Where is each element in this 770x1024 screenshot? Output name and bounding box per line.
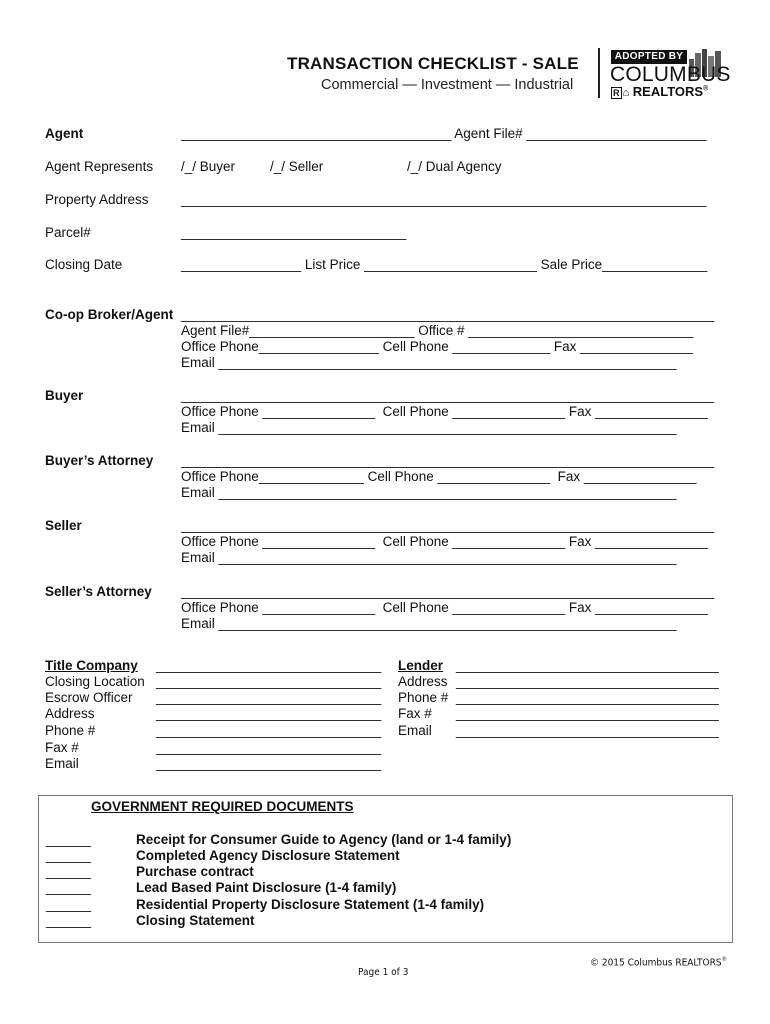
title-fax-label: Fax # xyxy=(45,740,79,755)
agent-label: Agent xyxy=(45,126,84,141)
page-number: Page 1 of 3 xyxy=(358,967,409,978)
closing-location-label: Closing Location xyxy=(45,674,145,689)
property-address-line[interactable]: ______________________________________________________________________ xyxy=(181,192,707,207)
coop-email-line[interactable]: Email _____________________________________________________________ xyxy=(181,355,677,370)
coop-broker-line[interactable]: _______________________________________________________________________ xyxy=(181,307,715,322)
buyers-attorney-email-line[interactable]: Email _____________________________________________________________ xyxy=(181,485,677,500)
sellers-attorney-email-line[interactable]: Email _____________________________________________________________ xyxy=(181,616,677,631)
lender-email-line[interactable]: ___________________________________ xyxy=(456,723,719,738)
coop-phone-line[interactable]: Office Phone________________ Cell Phone _____________ Fax _______________ xyxy=(181,339,693,354)
title-fax-line[interactable]: ______________________________ xyxy=(156,740,382,755)
doc-item: Completed Agency Disclosure Statement xyxy=(136,848,400,863)
document-subtitle: Commercial — Investment — Industrial xyxy=(321,77,574,93)
government-documents-heading: GOVERNMENT REQUIRED DOCUMENTS xyxy=(91,799,354,814)
logo-adopted-by: ADOPTED BY xyxy=(611,50,687,64)
doc-checkbox-line[interactable]: ______ xyxy=(46,832,92,847)
seller-label: Seller xyxy=(45,518,82,533)
doc-item: Purchase contract xyxy=(136,864,254,879)
doc-checkbox-line[interactable]: ______ xyxy=(46,913,92,928)
buyer-phone-line[interactable]: Office Phone _______________ Cell Phone _______________ Fax _______________ xyxy=(181,404,708,419)
doc-item: Residential Property Disclosure Statement (1-4 family) xyxy=(136,897,485,912)
title-company-heading: Title Company xyxy=(45,658,138,673)
buyers-attorney-name-line[interactable]: _______________________________________________________________________ xyxy=(181,453,715,468)
doc-checkbox-line[interactable]: ______ xyxy=(46,897,92,912)
seller-phone-line[interactable]: Office Phone _______________ Cell Phone _______________ Fax _______________ xyxy=(181,534,708,549)
copyright-notice: © 2015 Columbus REALTORS® xyxy=(590,956,727,969)
doc-checkbox-line[interactable]: ______ xyxy=(46,880,92,895)
title-company-line[interactable]: ______________________________ xyxy=(156,658,382,673)
property-address-label: Property Address xyxy=(45,192,149,207)
lender-phone-label: Phone # xyxy=(398,690,449,705)
doc-item: Receipt for Consumer Guide to Agency (land or 1-4 family) xyxy=(136,832,512,847)
sellers-attorney-name-line[interactable]: _______________________________________________________________________ xyxy=(181,584,715,599)
title-email-label: Email xyxy=(45,756,79,771)
buyer-checkbox[interactable]: /_/ Buyer xyxy=(181,159,236,174)
buyer-name-line[interactable]: _______________________________________________________________________ xyxy=(181,388,715,403)
escrow-officer-label: Escrow Officer xyxy=(45,690,133,705)
title-phone-line[interactable]: ______________________________ xyxy=(156,723,382,738)
agent-line[interactable]: ____________________________________ Agent File# ________________________ xyxy=(181,126,707,141)
buyer-email-line[interactable]: Email _____________________________________________________________ xyxy=(181,420,677,435)
agent-represents-label: Agent Represents xyxy=(45,159,154,174)
lender-heading: Lender xyxy=(398,658,444,673)
sellers-attorney-phone-line[interactable]: Office Phone _______________ Cell Phone _______________ Fax _______________ xyxy=(181,600,708,615)
home-icon: ⌂ xyxy=(622,87,630,99)
lender-fax-line[interactable]: ___________________________________ xyxy=(456,706,719,721)
logo-columbus: COLUMBUS xyxy=(610,63,731,86)
buyer-label: Buyer xyxy=(45,388,84,403)
sellers-attorney-label: Seller’s Attorney xyxy=(45,584,152,599)
buyers-attorney-phone-line[interactable]: Office Phone______________ Cell Phone _______________ Fax _______________ xyxy=(181,469,697,484)
doc-item: Closing Statement xyxy=(136,913,255,928)
document-title: TRANSACTION CHECKLIST - SALE xyxy=(287,54,579,73)
title-email-line[interactable]: ______________________________ xyxy=(156,756,382,771)
closing-date-line[interactable]: ________________ List Price _______________________ Sale Price______________ xyxy=(181,257,708,272)
dual-agency-checkbox[interactable]: /_/ Dual Agency xyxy=(407,159,502,174)
title-address-line[interactable]: ______________________________ xyxy=(156,706,382,721)
header-divider xyxy=(598,48,600,98)
lender-line[interactable]: ___________________________________ xyxy=(456,658,719,673)
coop-agent-file-line[interactable]: Agent File#______________________ Office # ______________________________ xyxy=(181,323,694,338)
seller-checkbox[interactable]: /_/ Seller xyxy=(270,159,324,174)
doc-item: Lead Based Paint Disclosure (1-4 family) xyxy=(136,880,397,895)
buyers-attorney-label: Buyer’s Attorney xyxy=(45,453,154,468)
lender-email-label: Email xyxy=(398,723,432,738)
title-phone-label: Phone # xyxy=(45,723,96,738)
realtor-r-icon: R xyxy=(613,88,620,98)
closing-location-line[interactable]: ______________________________ xyxy=(156,674,382,689)
logo-realtors: R ⌂ REALTORS® xyxy=(613,84,709,99)
seller-email-line[interactable]: Email _____________________________________________________________ xyxy=(181,550,677,565)
doc-checkbox-line[interactable]: ______ xyxy=(46,848,92,863)
lender-address-label: Address xyxy=(398,674,448,689)
doc-checkbox-line[interactable]: ______ xyxy=(46,864,92,879)
parcel-label: Parcel# xyxy=(45,225,91,240)
seller-name-line[interactable]: _______________________________________________________________________ xyxy=(181,518,715,533)
parcel-line[interactable]: ______________________________ xyxy=(181,225,407,240)
coop-broker-label: Co-op Broker/Agent xyxy=(45,307,174,322)
lender-fax-label: Fax # xyxy=(398,706,432,721)
lender-phone-line[interactable]: ___________________________________ xyxy=(456,690,719,705)
lender-address-line[interactable]: ___________________________________ xyxy=(456,674,719,689)
closing-date-label: Closing Date xyxy=(45,257,123,272)
title-address-label: Address xyxy=(45,706,95,721)
escrow-officer-line[interactable]: ______________________________ xyxy=(156,690,382,705)
